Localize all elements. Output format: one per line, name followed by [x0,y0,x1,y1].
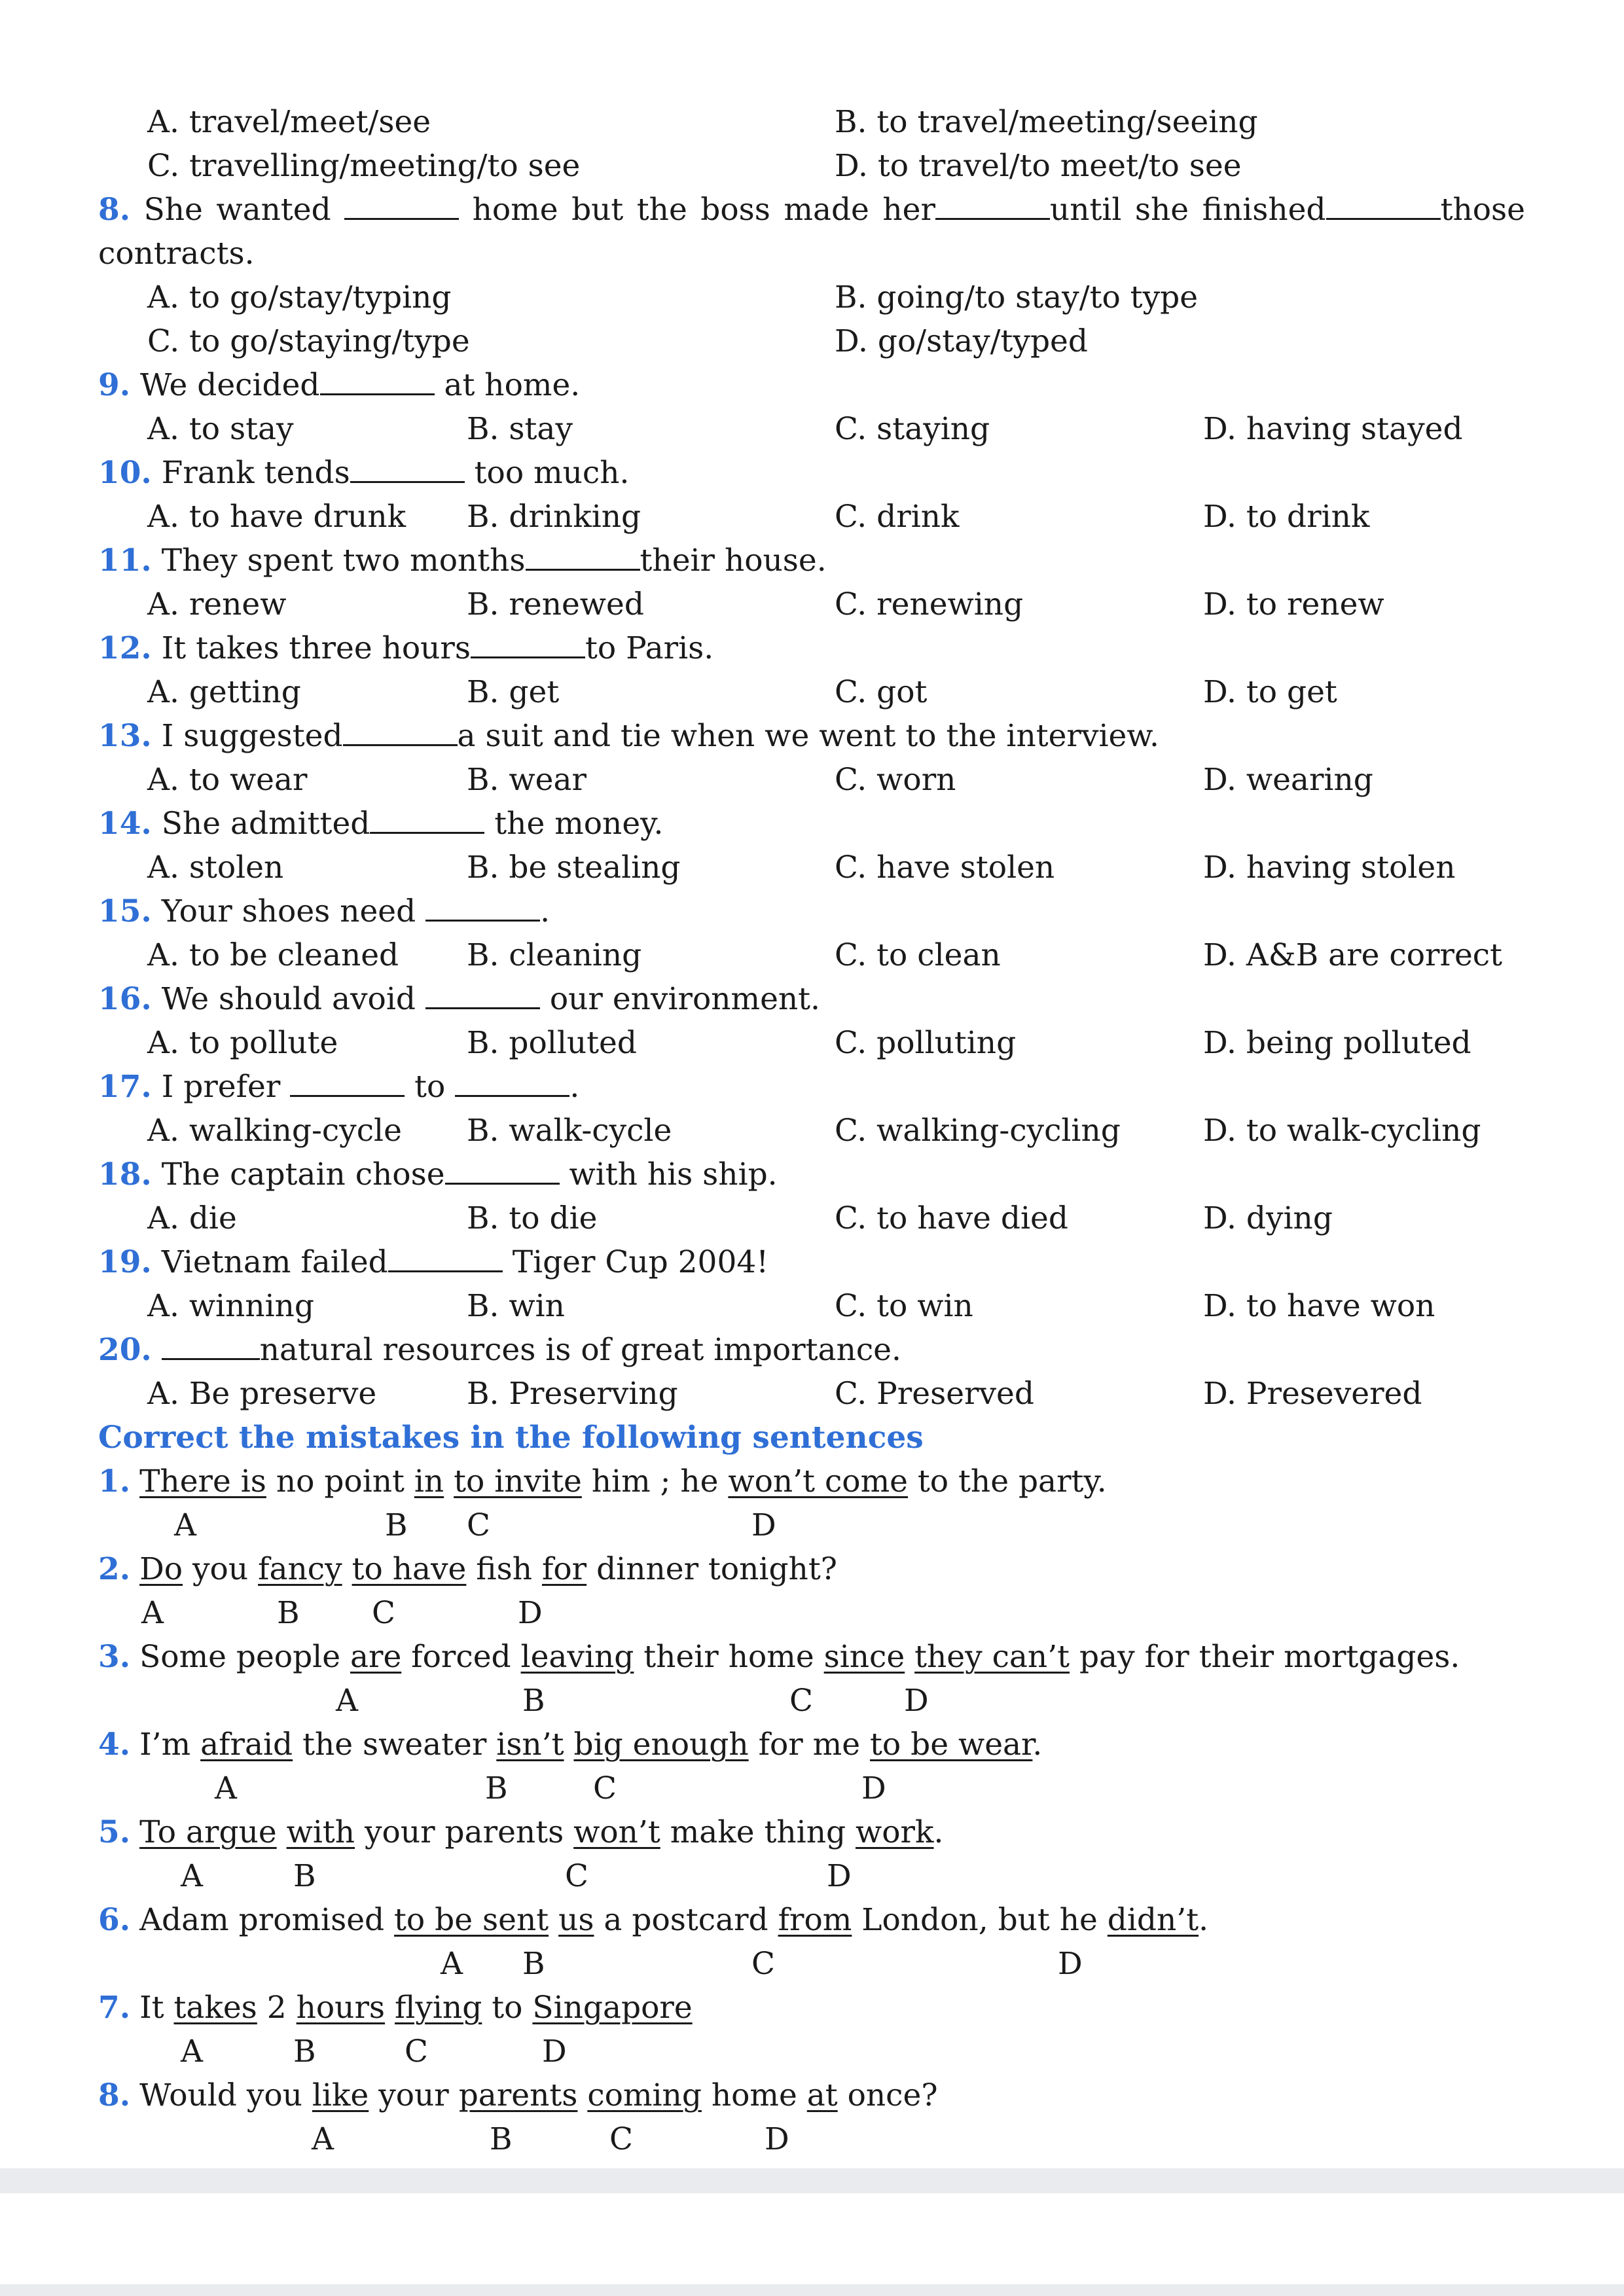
q9-option-c: C. staying [835,411,990,447]
q10-text: Frank tends [161,455,350,491]
q16-stem [98,977,1525,1022]
letter-c: C [609,2121,633,2157]
q20-stem [98,1328,1525,1372]
q7-options-row-2 [98,144,1525,188]
letter-d: D [542,2034,567,2070]
sentence-text: fish [466,1551,542,1587]
answer-blank [445,1157,560,1185]
q7-option-b: B. to travel/meeting/seeing [835,104,1258,140]
m6-sentence [98,1898,1525,1943]
letter-b: B [490,2121,513,2157]
q12-option-c: C. got [835,674,928,710]
letter-c: C [372,1595,395,1631]
underlined-part-a: afraid [200,1727,293,1763]
q8-blank-group [1202,188,1525,232]
underlined-part-a: To argue [139,1814,277,1850]
sentence-text: It [139,1990,174,2026]
sentence-text: dinner tonight? [586,1551,837,1587]
q11-text: They spent two months [161,543,526,579]
sentence-text: Adam promised [139,1902,395,1938]
sentence-text: . [933,1814,944,1850]
q7-option-d: D. to travel/to meet/to see [835,148,1242,184]
q11-option-c: C. renewing [835,586,1024,622]
sentence-text [905,1639,914,1675]
q10-stem [98,451,1525,495]
letter-d: D [1058,1946,1083,1982]
q11-option-d: D. to renew [1203,586,1384,622]
q20-number: 20. [98,1332,152,1368]
answer-blank [425,981,540,1009]
q18-stem [98,1153,1525,1197]
underlined-part-c: flying [395,1990,482,2026]
m8-number: 8. [98,2077,131,2113]
q17-options [98,1109,1525,1153]
sentence-text: your parents [355,1814,574,1850]
sentence-text: I’m [139,1727,201,1763]
q8-number: 8. [98,192,131,228]
q8-word: the [636,192,687,228]
underlined-part-d: work [856,1814,934,1850]
underlined-part-d: won’t come [728,1463,908,1499]
letter-a: A [336,1683,358,1719]
sentence-text [277,1814,287,1850]
underlined-part-b: isn’t [496,1727,564,1763]
q10-text: too much. [464,455,630,491]
q12-text: It takes three hours [161,630,471,666]
underlined-part-b: parents [458,2077,578,2113]
answer-blank [471,630,585,658]
q14-text: the money. [484,806,664,842]
letter-d: D [827,1858,852,1894]
m6-letters [98,1942,1525,1986]
q8-stem [98,188,1525,232]
m6-number: 6. [98,1902,131,1938]
letter-b: B [485,1770,508,1806]
q9-text: We decided [140,367,320,403]
q18-option-b: B. to die [467,1200,598,1236]
q20-options [98,1372,1525,1416]
letter-d: D [765,2121,789,2157]
q15-stem [98,889,1525,934]
q16-number: 16. [98,981,152,1017]
letter-d: D [751,1507,776,1543]
q17-stem [98,1065,1525,1109]
q8-word: made [784,192,869,228]
q14-option-b: B. be stealing [467,850,681,886]
q15-text: . [540,893,550,929]
q8-word: finished [1202,192,1326,228]
q13-stem [98,714,1525,759]
q15-option-d: D. A&B are correct [1203,937,1502,973]
q19-text: Vietnam failed [161,1244,388,1280]
sentence-text: . [1032,1727,1043,1763]
m7-sentence [98,1986,1525,2030]
m3-number: 3. [98,1639,131,1675]
q10-options [98,495,1525,539]
q7-options-row-1 [98,100,1525,145]
q11-options [98,583,1525,627]
m2-sentence [98,1547,1525,1592]
m5-number: 5. [98,1814,131,1850]
q11-option-b: B. renewed [467,586,644,622]
q13-option-c: C. worn [835,762,956,798]
sentence-text: Would you [139,2077,312,2113]
answer-blank [290,1069,405,1097]
q19-text: Tiger Cup 2004! [502,1244,769,1280]
q14-option-d: D. having stolen [1203,850,1456,886]
sentence-text [564,1727,574,1763]
sentence-text [577,2077,587,2113]
q8-word: her [882,192,935,228]
m1-letters [98,1503,1525,1548]
sentence-text: for me [748,1727,871,1763]
letter-b: B [293,1858,316,1894]
q9-option-a: A. to stay [147,411,294,447]
q18-option-d: D. dying [1203,1200,1333,1236]
q9-option-b: B. stay [467,411,573,447]
q17-text: to [405,1069,456,1105]
q17-option-b: B. walk-cycle [467,1113,672,1149]
sentence-text: your [369,2077,459,2113]
q8-word: she [1134,192,1189,228]
q12-options [98,670,1525,715]
q13-text: I suggested [161,718,343,754]
letter-b: B [277,1595,300,1631]
underlined-part-a: to be sent [394,1902,549,1938]
q17-option-c: C. walking-cycling [835,1113,1121,1149]
q15-options [98,933,1525,978]
q15-option-b: B. cleaning [467,937,642,973]
underlined-part-c: won’t [573,1814,660,1850]
letter-c: C [751,1946,775,1982]
q14-text: She admitted [161,806,370,842]
q14-stem [98,802,1525,846]
m2-number: 2. [98,1551,131,1587]
answer-blank [370,806,484,834]
answer-blank [320,367,435,395]
section-heading: Correct the mistakes in the following sentences [98,1420,924,1456]
q18-option-c: C. to have died [835,1200,1068,1236]
q16-options [98,1021,1525,1066]
underlined-part-d: Singapore [532,1990,693,2026]
q8-word: but [571,192,624,228]
m7-letters [98,2030,1525,2074]
sentence-text: the sweater [293,1727,497,1763]
underlined-part-b: fancy [258,1551,342,1587]
q16-text: We should avoid [161,981,425,1017]
letter-a: A [312,2121,334,2157]
q17-number: 17. [98,1069,152,1105]
m7-number: 7. [98,1990,131,2026]
answer-blank [162,1332,260,1360]
letter-c: C [593,1770,617,1806]
sentence-text: their home [634,1639,824,1675]
sentence-text: home [701,2077,807,2113]
q14-option-a: A. stolen [147,850,284,886]
q9-stem [98,363,1525,408]
underlined-part-a: There is [139,1463,266,1499]
q15-option-a: A. to be cleaned [147,937,399,973]
q8-stem-continued [98,232,1525,276]
sentence-text: forced [401,1639,521,1675]
underlined-part-a: are [350,1639,402,1675]
sentence-text: you [183,1551,259,1587]
answer-blank [935,192,1050,220]
underlined-part-c: since [823,1639,905,1675]
q11-number: 11. [98,543,152,579]
q11-option-a: A. renew [147,586,287,622]
q14-option-c: C. have stolen [835,850,1055,886]
underlined-part-d: they can’t [914,1639,1070,1675]
underlined-part-a: takes [173,1990,257,2026]
letter-b: B [522,1683,545,1719]
letter-a: A [181,2034,203,2070]
letter-c: C [789,1683,813,1719]
q12-stem [98,626,1525,671]
q11-text: their house. [640,543,827,579]
underlined-part-c: to invite [454,1463,582,1499]
sentence-text: pay for their mortgages. [1070,1639,1460,1675]
sentence-text: Some people [139,1639,350,1675]
q16-option-a: A. to pollute [147,1025,338,1061]
q10-option-a: A. to have drunk [147,499,406,535]
answer-blank [455,1069,569,1097]
q14-number: 14. [98,806,152,842]
q8-word: boss [700,192,770,228]
q12-option-a: A. getting [147,674,301,710]
q8-option-c: C. to go/staying/type [147,323,470,359]
letter-b: B [293,2034,316,2070]
q8-options-row-2 [98,319,1525,364]
underlined-part-b: in [414,1463,444,1499]
q20-option-c: C. Preserved [835,1376,1034,1412]
m4-sentence [98,1723,1525,1767]
q8-option-a: A. to go/stay/typing [147,279,452,315]
m8-letters [98,2117,1525,2162]
q10-number: 10. [98,455,152,491]
q16-option-c: C. polluting [835,1025,1017,1061]
sentence-text: London, but he [852,1902,1108,1938]
q15-text: Your shoes need [161,893,426,929]
answer-blank [343,718,458,746]
letter-b: B [522,1946,545,1982]
q20-option-d: D. Presevered [1203,1376,1422,1412]
sentence-text: no point [266,1463,414,1499]
q18-text: The captain chose [161,1157,445,1193]
underlined-part-b: leaving [520,1639,634,1675]
sentence-text: once? [837,2077,938,2113]
q19-option-a: A. winning [147,1288,315,1324]
q8-options-row-1 [98,276,1525,320]
q12-number: 12. [98,630,152,666]
answer-blank [1326,192,1441,220]
q18-option-a: A. die [147,1200,237,1236]
q19-stem [98,1240,1525,1285]
q12-text: to Paris. [585,630,714,666]
q19-options [98,1284,1525,1329]
q8-word: until [1049,192,1122,228]
q19-option-c: C. to win [835,1288,973,1324]
letter-a: A [181,1858,203,1894]
letter-c: C [467,1507,490,1543]
sentence-text: to [482,1990,533,2026]
q10-option-d: D. to drink [1203,499,1370,535]
underlined-part-b: with [286,1814,355,1850]
q9-option-d: D. having stayed [1203,411,1463,447]
sentence-text [342,1551,352,1587]
q17-option-a: A. walking-cycle [147,1113,402,1149]
q8-word: home [472,192,558,228]
q8-option-d: D. go/stay/typed [835,323,1088,359]
m5-sentence [98,1810,1525,1855]
m5-letters [98,1854,1525,1899]
letter-d: D [904,1683,929,1719]
underlined-part-c: from [778,1902,852,1938]
sentence-text: to the party. [907,1463,1107,1499]
q9-number: 9. [98,367,131,403]
sentence-text: make thing [660,1814,856,1850]
q17-option-d: D. to walk-cycling [1203,1113,1481,1149]
q20-option-a: A. Be preserve [147,1376,377,1412]
q18-options [98,1196,1525,1241]
q16-option-d: D. being polluted [1203,1025,1471,1061]
q12-option-b: B. get [467,674,560,710]
q20-option-b: B. Preserving [467,1376,678,1412]
letter-a: A [141,1595,164,1631]
q15-option-c: C. to clean [835,937,1001,973]
m8-sentence [98,2073,1525,2118]
answer-blank [350,455,465,483]
q17-text: . [569,1069,580,1105]
q8-word: those [1440,192,1525,228]
q14-options [98,846,1525,890]
m3-letters [98,1679,1525,1723]
q16-text: our environment. [539,981,821,1017]
q10-option-c: C. drink [835,499,960,535]
letter-a: A [441,1946,463,1982]
q13-number: 13. [98,718,152,754]
underlined-part-a: Do [139,1551,183,1587]
underlined-part-c: coming [587,2077,702,2113]
underlined-part-c: to have [352,1551,467,1587]
q8-option-b: B. going/to stay/to type [835,279,1199,315]
q8-word: She [143,192,203,228]
underlined-part-b: us [558,1902,594,1938]
m1-sentence [98,1460,1525,1504]
answer-blank [526,543,640,571]
q19-number: 19. [98,1244,152,1280]
q15-number: 15. [98,893,152,929]
letter-b: B [385,1507,408,1543]
underlined-part-d: to be wear [870,1727,1033,1763]
underlined-part-b: hours [296,1990,386,2026]
sentence-text [444,1463,454,1499]
answer-blank [344,192,459,220]
m4-number: 4. [98,1727,131,1763]
answer-blank [425,893,540,922]
q19-option-b: B. win [467,1288,565,1324]
q19-option-d: D. to have won [1203,1288,1435,1324]
letter-c: C [565,1858,588,1894]
m4-letters [98,1767,1525,1811]
sentence-text: him ; he [581,1463,729,1499]
letter-d: D [518,1595,543,1631]
q13-options [98,758,1525,802]
underlined-part-a: like [312,2077,369,2113]
q13-option-d: D. wearing [1203,762,1373,798]
underlined-part-c: big enough [573,1727,749,1763]
q7-option-c: C. travelling/meeting/to see [147,148,581,184]
q8-word: wanted [216,192,331,228]
underlined-part-d: at [806,2077,838,2113]
page-gap-band [0,2284,1624,2296]
q9-options [98,407,1525,452]
letter-d: D [861,1770,886,1806]
sentence-text: 2 [257,1990,297,2026]
q16-option-b: B. polluted [467,1025,637,1061]
letter-a: A [174,1507,196,1543]
m2-letters [98,1591,1525,1636]
page-gap-band [0,2168,1624,2193]
sentence-text: . [1199,1902,1209,1938]
q10-option-b: B. drinking [467,499,641,535]
letter-c: C [405,2034,428,2070]
answer-blank [388,1244,503,1272]
q13-option-b: B. wear [467,762,586,798]
q11-stem [98,539,1525,583]
q9-text: at home. [434,367,581,403]
q20-text: natural resources is of great importance. [259,1332,901,1368]
q13-text: a suit and tie when we went to the interview. [457,718,1159,754]
q13-option-a: A. to wear [147,762,308,798]
q18-number: 18. [98,1157,152,1193]
q12-option-d: D. to get [1203,674,1337,710]
q18-text: with his ship. [559,1157,778,1193]
q17-text: I prefer [161,1069,291,1105]
m1-number: 1. [98,1463,131,1499]
underlined-part-d: didn’t [1107,1902,1199,1938]
m3-sentence [98,1635,1525,1679]
q7-option-a: A. travel/meet/see [147,104,431,140]
q8-blank-group [882,188,1121,232]
sentence-text [385,1990,395,2026]
letter-a: A [215,1770,237,1806]
sentence-text: a postcard [594,1902,778,1938]
sentence-text [549,1902,558,1938]
underlined-part-d: for [541,1551,587,1587]
q8-continuation: contracts. [98,236,255,272]
